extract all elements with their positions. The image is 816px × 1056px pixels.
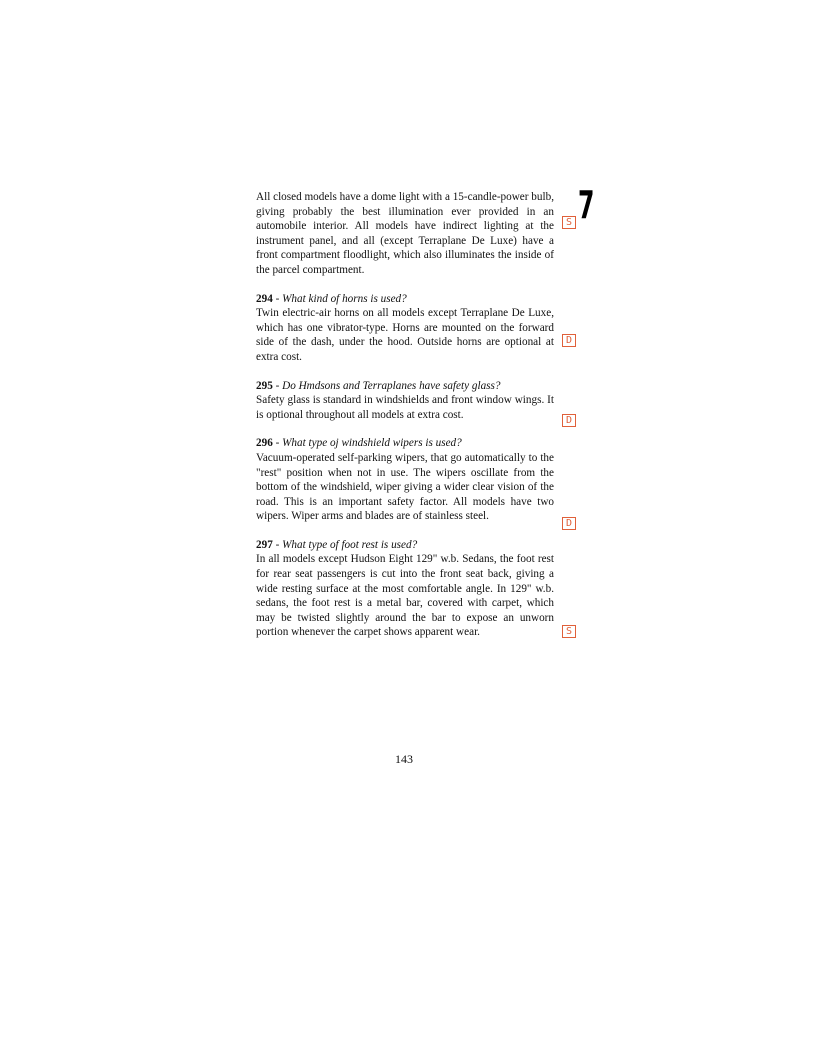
- page-number: 143: [395, 752, 413, 766]
- question-separator: -: [272, 437, 283, 450]
- question-heading: [256, 292, 554, 307]
- question-separator: -: [272, 538, 283, 551]
- question-number: 297: [256, 538, 273, 551]
- question-block-294: [256, 292, 554, 365]
- question-block-295: [256, 379, 554, 423]
- question-heading: [256, 538, 554, 553]
- question-heading: [256, 379, 554, 394]
- question-separator: -: [272, 292, 283, 305]
- answer-paragraph: Vacuum-operated self-parking wipers, that go automatically to the "rest" position when not in use. The wipers oscillate from the bottom of the windshield, wiper giving a wider clear vision of the road. This is an important safety factor. All models have two wipers. Wiper arms and blades are of stainless steel.: [256, 451, 554, 523]
- standard-marker-icon: S: [562, 216, 576, 229]
- question-number: 294: [256, 292, 273, 305]
- question-text: What kind of horns is used?: [282, 292, 407, 305]
- question-text: What type of foot rest is used?: [282, 538, 418, 551]
- question-number: 296: [256, 437, 273, 450]
- chapter-number: 7: [578, 183, 595, 227]
- answer-paragraph: Twin electric-air horns on all models except Terraplane De Luxe, which has one vibrator-type. Horns are mounted on the forward side of the dash, under the hood. Outside horns are optional at extra cost.: [256, 307, 554, 363]
- question-block-296: [256, 436, 554, 524]
- answer-paragraph: In all models except Hudson Eight 129" w.b. Sedans, the foot rest for rear seat passengers is cut into the front seat back, giving a wide resting surface at the most comfortable angle. In 129" w.b. sedans, the foot rest is a metal bar, covered with carpet, which may be twisted slightly around the bar to expose an unworn portion whenever the carpet shows apparent wear.: [256, 553, 554, 639]
- question-text: What type oj windshield wipers is used?: [282, 437, 462, 450]
- text-column: [256, 190, 554, 640]
- question-separator: -: [272, 379, 283, 392]
- intro-paragraph: All closed models have a dome light with a 15-candle-power bulb, giving probably the best illumination ever provided in an automobile interior. All models have indirect lighting at the instrument panel, and all (except Terraplane De Luxe) have a front compartment floodlight, which also illuminates the inside of the parcel compartment.: [256, 191, 554, 276]
- question-heading: [256, 436, 554, 451]
- question-number: 295: [256, 379, 273, 392]
- question-block-297: [256, 538, 554, 640]
- deluxe-marker-icon: D: [562, 517, 576, 530]
- answer-paragraph: Safety glass is standard in windshields and front window wings. It is optional throughout all models at extra cost.: [256, 394, 554, 421]
- deluxe-marker-icon: D: [562, 414, 576, 427]
- standard-marker-icon: S: [562, 625, 576, 638]
- deluxe-marker-icon: D: [562, 334, 576, 347]
- question-text: Do Hmdsons and Terraplanes have safety glass?: [282, 379, 501, 392]
